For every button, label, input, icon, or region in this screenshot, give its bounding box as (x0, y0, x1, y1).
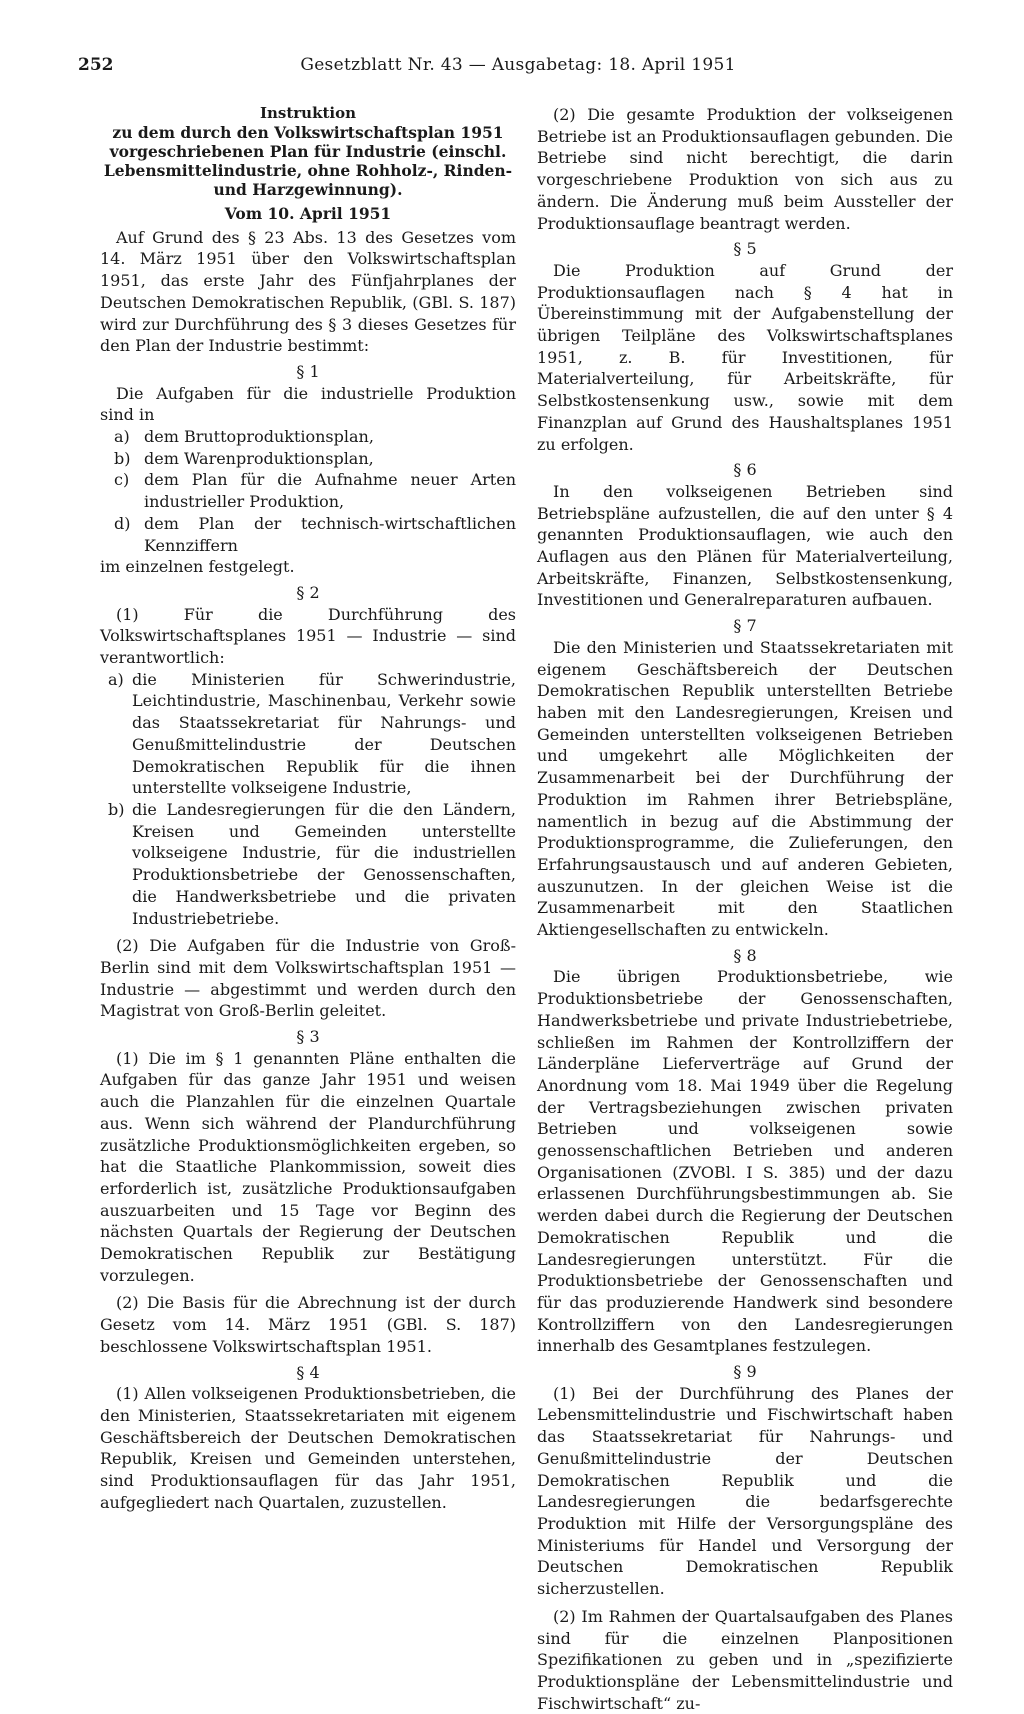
header-title: Gesetzblatt Nr. 43 — Ausgabetag: 18. April 1951 (300, 55, 736, 75)
section-9-paragraph-2: (2) Im Rahmen der Quartalsaufgaben des Planes sind für die einzelnen Planpositionen Spezifikationen zu geben und in „spezifizierte Produktionspläne der Lebensmittelindustrie und Fischwirtschaft“ zu- (537, 1606, 953, 1713)
section-2-list (100, 669, 516, 929)
section-3-paragraph-2: (2) Die Basis für die Abrechnung ist der durch Gesetz vom 14. März 1951 (GBl. S. 187) beschlossene Volkswirtschaftsplan 1951. (100, 1293, 516, 1356)
section-3-heading: § 3 (296, 1027, 320, 1047)
title-rest: zu dem durch den Volkswirtschaftsplan 1951 vorgeschriebenen Plan für Industrie (einschl. Lebensmittelindustrie, ohne Rohholz-, Rinden- und Harzgewinnung). (103, 123, 513, 199)
section-1-list (100, 426, 516, 556)
section-4-heading: § 4 (296, 1362, 320, 1382)
section-1-intro: Die Aufgaben für die industrielle Produktion sind in (100, 383, 516, 425)
section-4-paragraph-2: (2) Die gesamte Produktion der volkseigenen Betriebe ist an Produktionsauflagen gebunden. Die Betriebe sind nicht berechtigt, die darin vorgeschriebene Produktion von sich aus zu ändern. Die Änderung muß beim Aussteller der Produktionsauflage beantragt werden. (537, 105, 953, 233)
section-1-heading: § 1 (296, 361, 320, 381)
section-2-paragraph-2: (2) Die Aufgaben für die Industrie von Groß-Berlin sind mit dem Volkswirtschaftsplan 1951 — Industrie — abgestimmt und werden durch den Magistrat von Groß-Berlin geleitet. (100, 936, 516, 1021)
list-item: d) dem Plan der technisch-wirtschaftlichen Kennziffern (114, 513, 516, 555)
document-title (100, 104, 516, 199)
section-3-paragraph-1: (1) Die im § 1 genannten Pläne enthalten die Aufgaben für das ganze Jahr 1951 und weisen auch die Planzahlen für die einzelnen Quartale aus. Wenn sich während der Plandurchführung zusätzliche Produktionsmöglichkeiten ergeben, so hat die Staatliche Plankommission, soweit dies erforderlich ist, zusätzliche Produktionsaufgaben auszuarbeiten und 15 Tage vor Beginn des nächsten Quartals der Regierung der Deutschen Demokratischen Republik zur Bestätigung vorzulegen. (100, 1048, 516, 1285)
page-number: 252 (78, 55, 114, 75)
list-item: c) dem Plan für die Aufnahme neuer Arten industrieller Produktion, (114, 470, 516, 512)
section-1-end: im einzelnen festgelegt. (100, 557, 295, 577)
section-9-heading: § 9 (733, 1362, 757, 1382)
page-header (78, 52, 958, 78)
section-4-paragraph-1: (1) Allen volkseigenen Produktionsbetrieben, die den Ministerien, Staatssekretariaten mit eigenem Geschäftsbereich der Deutschen Demokratischen Republik, Kreisen und Gemeinden unterstehen, sind Produktionsauflagen für das Jahr 1951, aufgegliedert nach Quartalen, zuzustellen. (100, 1384, 516, 1512)
intro-paragraph: Auf Grund des § 23 Abs. 13 des Gesetzes vom 14. März 1951 über den Volkswirtschaftsplan 1951, das erste Jahr des Fünfjahrplanes der Deutschen Demokratischen Republik, (GBl. S. 187) wird zur Durchführung des § 3 dieses Gesetzes für den Plan der Industrie bestimmt: (100, 227, 516, 356)
section-7-heading: § 7 (733, 616, 757, 636)
document-date: Vom 10. April 1951 (224, 204, 392, 223)
list-item: b) die Landesregierungen für die den Ländern, Kreisen und Gemeinden unterstellte volkseigene Industrie, für die industriellen Produktionsbetriebe der Genossenschaften, die Handwerksbetriebe und die privaten Industriebetriebe. (108, 799, 516, 928)
list-item: a) dem Bruttoproduktionsplan, (114, 427, 374, 447)
section-6-paragraph: In den volkseigenen Betrieben sind Betriebspläne aufzustellen, die auf den unter § 4 genannten Produktionsauflagen, wie auch den Auflagen aus den Plänen für Materialverteilung, Arbeitskräfte, Finanzen, Selbstkostensenkung, Investitionen und Generalreparaturen aufbauen. (537, 481, 953, 610)
right-column (537, 104, 953, 1714)
section-8-paragraph: Die übrigen Produktionsbetriebe, wie Produktionsbetriebe der Genossenschaften, Handwerksbetriebe und private Industriebetriebe, schließen im Rahmen der Kontrollziffern der Länderpläne Lieferverträge auf Grund der Anordnung vom 18. Mai 1949 über die Regelung der Vertragsbeziehungen zwischen privaten Betrieben und volkseigenen sowie genossenschaftlichen Betrieben und anderen Organisationen (ZVOBl. I S. 385) und der dazu erlassenen Durchführungsbestimmungen ab. Sie werden dabei durch die Regierung der Deutschen Demokratischen Republik und die Landesregierungen unterstützt. Für die Produktionsbetriebe der Genossenschaften und für das produzierende Handwerk sind besondere Kontrollziffern von den Landesregierungen innerhalb des Gesamtplanes festzulegen. (537, 967, 953, 1356)
list-item: b) dem Warenproduktionsplan, (114, 448, 374, 468)
section-6-heading: § 6 (733, 460, 757, 480)
list-item: a) die Ministerien für Schwerindustrie, Leichtindustrie, Maschinenbau, Verkehr sowie das Staatssekretariat für Nahrungs- und Genußmittelindustrie der Deutschen Demokratischen Republik für die ihnen unterstellte volkseigene Industrie, (108, 669, 516, 798)
section-7-paragraph: Die den Ministerien und Staatssekretariaten mit eigenem Geschäftsbereich der Deutschen Demokratischen Republik unterstellten Betriebe haben mit den Landesregierungen, Kreisen und Gemeinden unterstellten volkseigenen Betrieben und umgekehrt alle Möglichkeiten der Zusammenarbeit bei der Durchführung der Produktion im Rahmen ihrer Betriebspläne, namentlich in bezug auf die Abstimmung der Produktionsprogramme, die Zulieferungen, den Erfahrungsaustausch und auf anderen Gebieten, auszunutzen. In der gleichen Weise ist die Zusammenarbeit mit den Staatlichen Aktiengesellschaften zu entwickeln. (537, 637, 953, 940)
section-2-heading: § 2 (296, 582, 320, 602)
section-5-heading: § 5 (733, 239, 757, 259)
section-8-heading: § 8 (733, 945, 757, 965)
section-9-paragraph-1: (1) Bei der Durchführung des Planes der Lebensmittelindustrie und Fischwirtschaft haben das Staatssekretariat für Nahrungs- und Genußmittelindustrie der Deutschen Demokratischen Republik und die Landesregierungen die bedarfsgerechte Produktion mit Hilfe der Versorgungspläne des Ministeriums für Handel und Versorgung der Deutschen Demokratischen Republik sicherzustellen. (537, 1383, 953, 1599)
title-line-1: Instruktion (259, 104, 357, 122)
section-5-paragraph: Die Produktion auf Grund der Produktionsauflagen nach § 4 hat in Übereinstimmung mit der Aufgabenstellung der übrigen Teilpläne des Volkswirtschaftsplanes 1951, z. B. für Investitionen, für Materialverteilung, für Arbeitskräfte, für Selbstkostensenkung usw., sowie mit dem Finanzplan auf Grund des Haushaltsplanes 1951 zu erfolgen. (537, 260, 953, 454)
left-column (100, 104, 516, 1513)
section-2-paragraph-1: (1) Für die Durchführung des Volkswirtschaftsplanes 1951 — Industrie — sind verantwortlich: (100, 604, 516, 668)
